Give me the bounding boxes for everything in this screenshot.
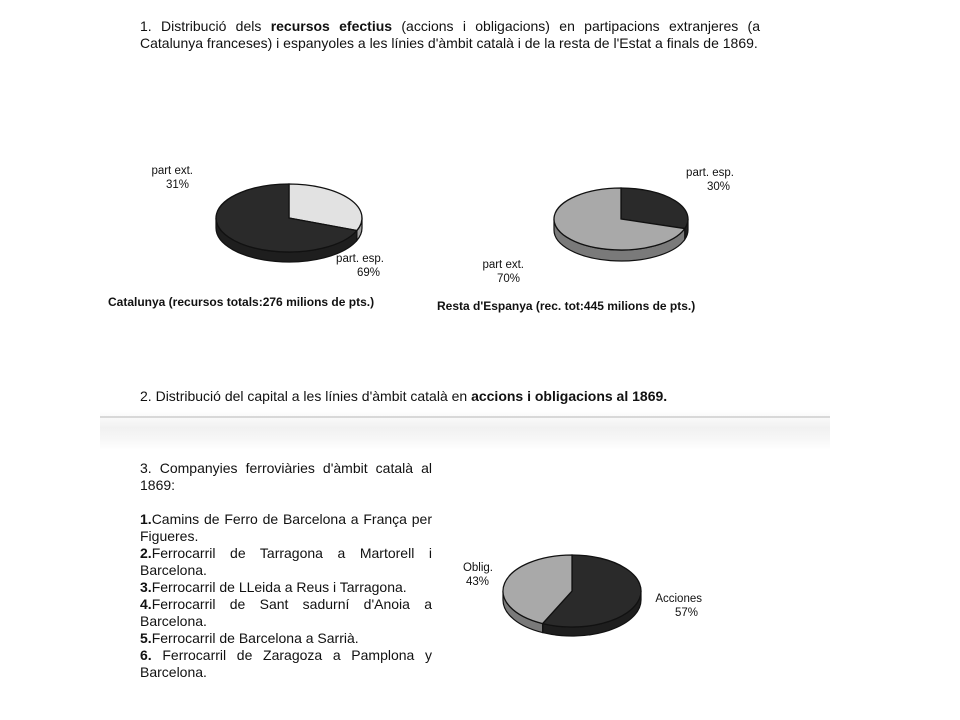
section-2-text-pre: Distribució del capital a les línies d'àmbit català en xyxy=(151,388,472,404)
pie-slice-value: 57% xyxy=(674,607,698,619)
company-name: Ferrocarril de Tarragona a Martorell i Barcelona. xyxy=(140,545,432,578)
company-number: 2. xyxy=(140,545,152,561)
company-name: Ferrocarril de LLeida a Reus i Tarragona. xyxy=(151,579,407,595)
company-number: 5. xyxy=(140,630,152,646)
pie-slice-value: 31% xyxy=(165,179,189,191)
company-name: Ferrocarril de Barcelona a Sarrià. xyxy=(151,630,359,646)
pie-slice-value: 43% xyxy=(465,576,489,588)
pie-slice-label: part. esp. xyxy=(336,253,384,265)
pie-slice-label: Acciones xyxy=(655,593,702,605)
pie-slice-value: 70% xyxy=(496,273,520,285)
chart-2-caption: Resta d'Espanya (rec. tot:445 milions de pts.) xyxy=(437,299,696,313)
company-number: 1. xyxy=(140,511,152,527)
pie-slice-label: part ext. xyxy=(482,259,524,271)
company-number: 6. xyxy=(140,647,152,663)
section-3-heading: 3. Companyies ferroviàries d'àmbit català al 1869: xyxy=(140,460,432,493)
pie-slice-value: 30% xyxy=(706,181,730,193)
pie-slice-label: Oblig. xyxy=(462,562,493,574)
section-1-text-pre: Distribució dels xyxy=(151,18,271,34)
section-1-bold: recursos efectius xyxy=(270,18,393,34)
pie-slice-value: 69% xyxy=(356,267,380,279)
section-1-number: 1. xyxy=(140,18,152,34)
section-1-text-post: (accions i obligacions) en partipacions extranjeres (a Catalunya franceses) i espanyoles a les línies d'àmbit català i de la resta de l'Estat a finals de 1869. xyxy=(140,18,760,51)
pie-slice-label: part. esp. xyxy=(686,167,734,179)
pie-slice-label: part ext. xyxy=(151,165,193,177)
company-name: Ferrocarril de Zaragoza a Pamplona y Barcelona. xyxy=(140,647,432,680)
chart-1-caption: Catalunya (recursos totals:276 milions de pts.) xyxy=(108,295,375,309)
company-name: Camins de Ferro de Barcelona a França per Figueres. xyxy=(140,511,432,544)
section-2-bold: accions i obligacions al 1869. xyxy=(471,388,668,404)
company-number: 3. xyxy=(140,579,152,595)
section-2-number: 2. xyxy=(140,388,152,404)
company-number: 4. xyxy=(140,596,152,612)
company-name: Ferrocarril de Sant sadurní d'Anoia a Barcelona. xyxy=(140,596,432,629)
